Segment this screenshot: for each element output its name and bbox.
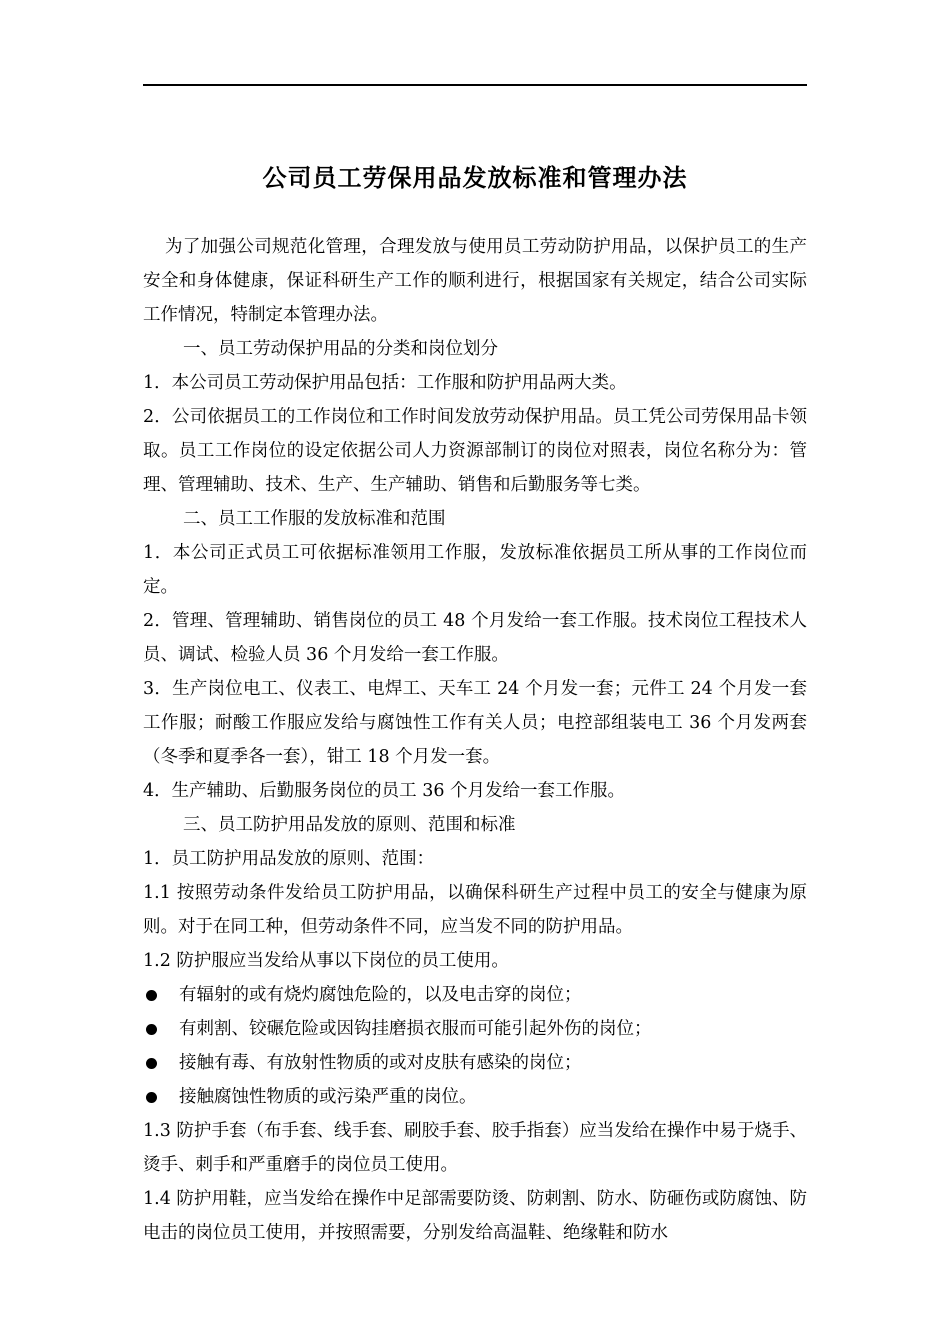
list-item xyxy=(143,978,807,1012)
section-3-item-1-2: 1.2 防护服应当发给从事以下岗位的员工使用。 xyxy=(143,951,509,971)
bullet-text: 有辐射的或有烧灼腐蚀危险的，以及电击穿的岗位； xyxy=(179,985,582,1005)
bullet-dot-icon xyxy=(146,990,157,1001)
header-rule xyxy=(143,84,807,86)
section-2-item-1: 1．本公司正式员工可依据标准领用工作服，发放标准依据员工所从事的工作岗位而定。 xyxy=(143,543,807,597)
intro-paragraph: 为了加强公司规范化管理，合理发放与使用员工劳动防护用品，以保护员工的生产安全和身体健康，保证科研生产工作的顺利进行，根据国家有关规定，结合公司实际工作情况，特制定本管理办法。 xyxy=(143,237,807,325)
bullet-dot-icon xyxy=(146,1024,157,1035)
list-item xyxy=(143,1080,807,1114)
section-3-sub-1: 1．员工防护用品发放的原则、范围： xyxy=(143,849,435,869)
section-2-item-2: 2．管理、管理辅助、销售岗位的员工 48 个月发给一套工作服。技术岗位工程技术人员、调试、检验人员 36 个月发给一套工作服。 xyxy=(143,611,807,665)
bullet-text: 有刺割、铰碾危险或因钩挂磨损衣服而可能引起外伤的岗位； xyxy=(179,1019,652,1039)
section-3-item-1-3: 1.3 防护手套（布手套、线手套、刷胶手套、胶手指套）应当发给在操作中易于烧手、烫手、刺手和严重磨手的岗位员工使用。 xyxy=(143,1121,807,1175)
section-2-item-3: 3．生产岗位电工、仪表工、电焊工、天车工 24 个月发一套；元件工 24 个月发一套工作服；耐酸工作服应发给与腐蚀性工作有关人员；电控部组装电工 36 个月发两套（冬季和夏季各一套），钳工 18 个月发一套。 xyxy=(143,679,807,767)
section-3-heading: 三、员工防护用品发放的原则、范围和标准 xyxy=(183,815,516,835)
section-2-heading: 二、员工工作服的发放标准和范围 xyxy=(183,509,446,529)
section-3-item-1-4: 1.4 防护用鞋，应当发给在操作中足部需要防烫、防刺割、防水、防砸伤或防腐蚀、防电击的岗位员工使用，并按照需要，分别发给高温鞋、绝缘鞋和防水 xyxy=(143,1189,807,1243)
bullet-dot-icon xyxy=(146,1092,157,1103)
bullet-text: 接触腐蚀性物质的或污染严重的岗位。 xyxy=(179,1087,477,1107)
section-1-heading: 一、员工劳动保护用品的分类和岗位划分 xyxy=(183,339,498,359)
section-2-item-4: 4．生产辅助、后勤服务岗位的员工 36 个月发给一套工作服。 xyxy=(143,781,626,801)
document-body xyxy=(143,230,807,1250)
section-3-item-1-1: 1.1 按照劳动条件发给员工防护用品，以确保科研生产过程中员工的安全与健康为原则。对于在同工种，但劳动条件不同，应当发不同的防护用品。 xyxy=(143,883,807,937)
bullet-dot-icon xyxy=(146,1058,157,1069)
document-title: 公司员工劳保用品发放标准和管理办法 xyxy=(262,164,688,192)
list-item xyxy=(143,1012,807,1046)
list-item xyxy=(143,1046,807,1080)
section-1-item-2: 2．公司依据员工的工作岗位和工作时间发放劳动保护用品。员工凭公司劳保用品卡领取。员工工作岗位的设定依据公司人力资源部制订的岗位对照表，岗位名称分为：管理、管理辅助、技术、生产、生产辅助、销售和后勤服务等七类。 xyxy=(143,407,807,495)
bullet-text: 接触有毒、有放射性物质的或对皮肤有感染的岗位； xyxy=(179,1053,582,1073)
section-1-item-1: 1．本公司员工劳动保护用品包括：工作服和防护用品两大类。 xyxy=(143,373,627,393)
